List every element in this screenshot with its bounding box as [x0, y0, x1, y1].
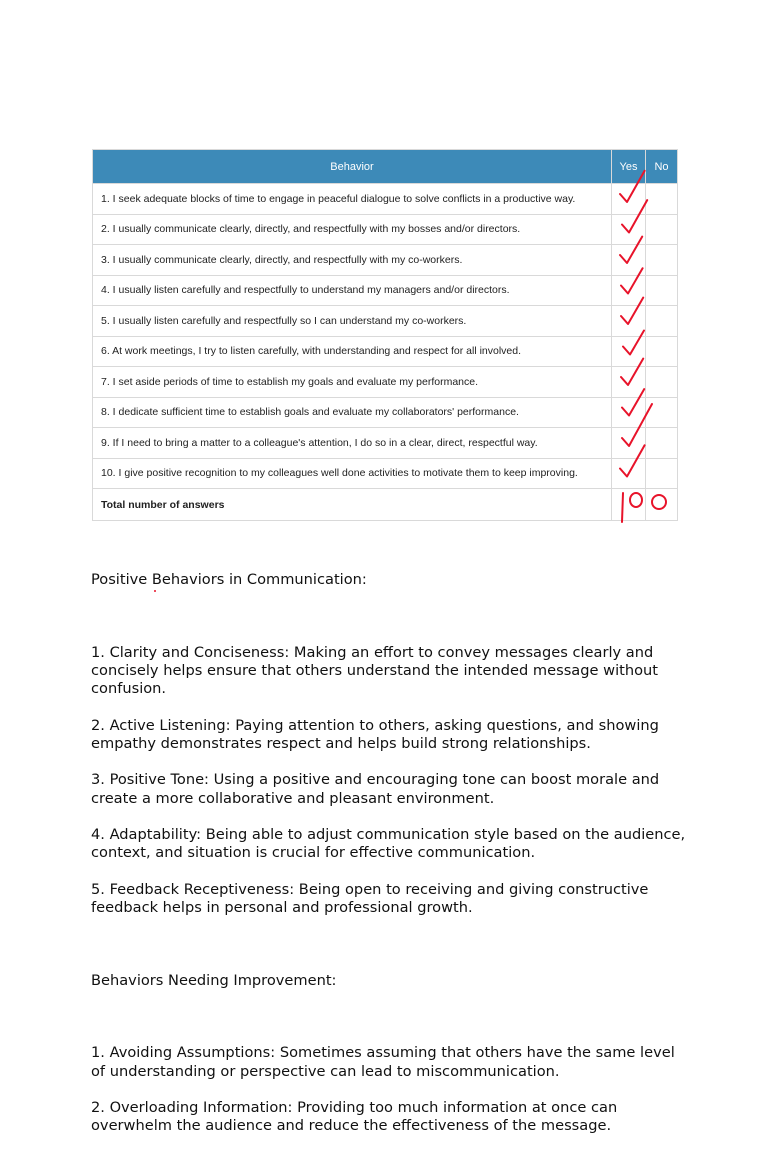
positive-item: 2. Active Listening: Paying attention to others, asking questions, and showing empathy demonstrates respect and helps build strong relationships. [91, 716, 659, 753]
improvement-item: 1. Avoiding Assumptions: Sometimes assuming that others have the same level of understanding or perspective can lead to miscommunication. [91, 1044, 675, 1080]
table-row [93, 275, 678, 306]
yes-cell [612, 458, 646, 489]
document-body [91, 553, 691, 1154]
yes-cell [612, 184, 646, 215]
yes-cell [612, 214, 646, 245]
no-cell [646, 214, 678, 245]
table-row [93, 458, 678, 489]
behavior-text: 4. I usually listen carefully and respectfully to understand my managers and/or directors. [93, 275, 612, 306]
table-row [93, 397, 678, 428]
yes-cell [612, 428, 646, 459]
behavior-text: 5. I usually listen carefully and respectfully so I can understand my co-workers. [93, 306, 612, 337]
behavior-checklist [92, 149, 677, 521]
behavior-text: 2. I usually communicate clearly, directly, and respectfully with my bosses and/or directors. [93, 214, 612, 245]
table-row [93, 245, 678, 276]
yes-cell [612, 306, 646, 337]
yes-total-cell [612, 489, 646, 521]
yes-cell [612, 245, 646, 276]
yes-cell [612, 367, 646, 398]
table-row [93, 367, 678, 398]
no-cell [646, 367, 678, 398]
yes-cell [612, 397, 646, 428]
behavior-text: 7. I set aside periods of time to establish my goals and evaluate my performance. [93, 367, 612, 398]
improvement-heading: Behaviors Needing Improvement: [91, 971, 337, 989]
table-header [93, 150, 678, 184]
behavior-text: 10. I give positive recognition to my colleagues well done activities to motivate them to keep improving. [93, 458, 612, 489]
positive-item: 1. Clarity and Conciseness: Making an effort to convey messages clearly and concisely helps ensure that others understand the intended message without confusion. [91, 644, 658, 698]
header-behavior: Behavior [93, 150, 612, 184]
table-row [93, 336, 678, 367]
no-cell [646, 458, 678, 489]
behavior-table [92, 149, 678, 521]
no-cell [646, 275, 678, 306]
total-row [93, 489, 678, 521]
behavior-text: 9. If I need to bring a matter to a colleague's attention, I do so in a clear, direct, respectful way. [93, 428, 612, 459]
table-row [93, 306, 678, 337]
no-cell [646, 428, 678, 459]
no-cell [646, 336, 678, 367]
table-row [93, 428, 678, 459]
positive-heading: Positive Behaviors in Communication: [91, 571, 367, 589]
no-cell [646, 397, 678, 428]
behavior-text: 6. At work meetings, I try to listen carefully, with understanding and respect for all involved. [93, 336, 612, 367]
positive-item: 3. Positive Tone: Using a positive and encouraging tone can boost morale and create a more collaborative and pleasant environment. [91, 771, 660, 807]
header-yes: Yes [612, 150, 646, 184]
table-row [93, 184, 678, 215]
handwritten-total-text: 100 [0, 0, 2, 1]
behavior-text: 3. I usually communicate clearly, directly, and respectfully with my co-workers. [93, 245, 612, 276]
behavior-text: 1. I seek adequate blocks of time to engage in peaceful dialogue to solve conflicts in a productive way. [93, 184, 612, 215]
header-no: No [646, 150, 678, 184]
no-cell [646, 245, 678, 276]
no-cell [646, 184, 678, 215]
yes-cell [612, 275, 646, 306]
positive-item: 5. Feedback Receptiveness: Being open to receiving and giving constructive feedback helps in personal and professional growth. [91, 880, 649, 916]
table-row [93, 214, 678, 245]
no-total-cell [646, 489, 678, 521]
yes-cell [612, 336, 646, 367]
improvement-item: 2. Overloading Information: Providing too much information at once can overwhelm the audience and reduce the effectiveness of the message. [91, 1099, 618, 1135]
positive-item: 4. Adaptability: Being able to adjust communication style based on the audience, context, and situation is crucial for effective communication. [91, 826, 686, 862]
behavior-text: 8. I dedicate sufficient time to establish goals and evaluate my collaborators' performance. [93, 397, 612, 428]
no-cell [646, 306, 678, 337]
total-label: Total number of answers [93, 489, 612, 521]
